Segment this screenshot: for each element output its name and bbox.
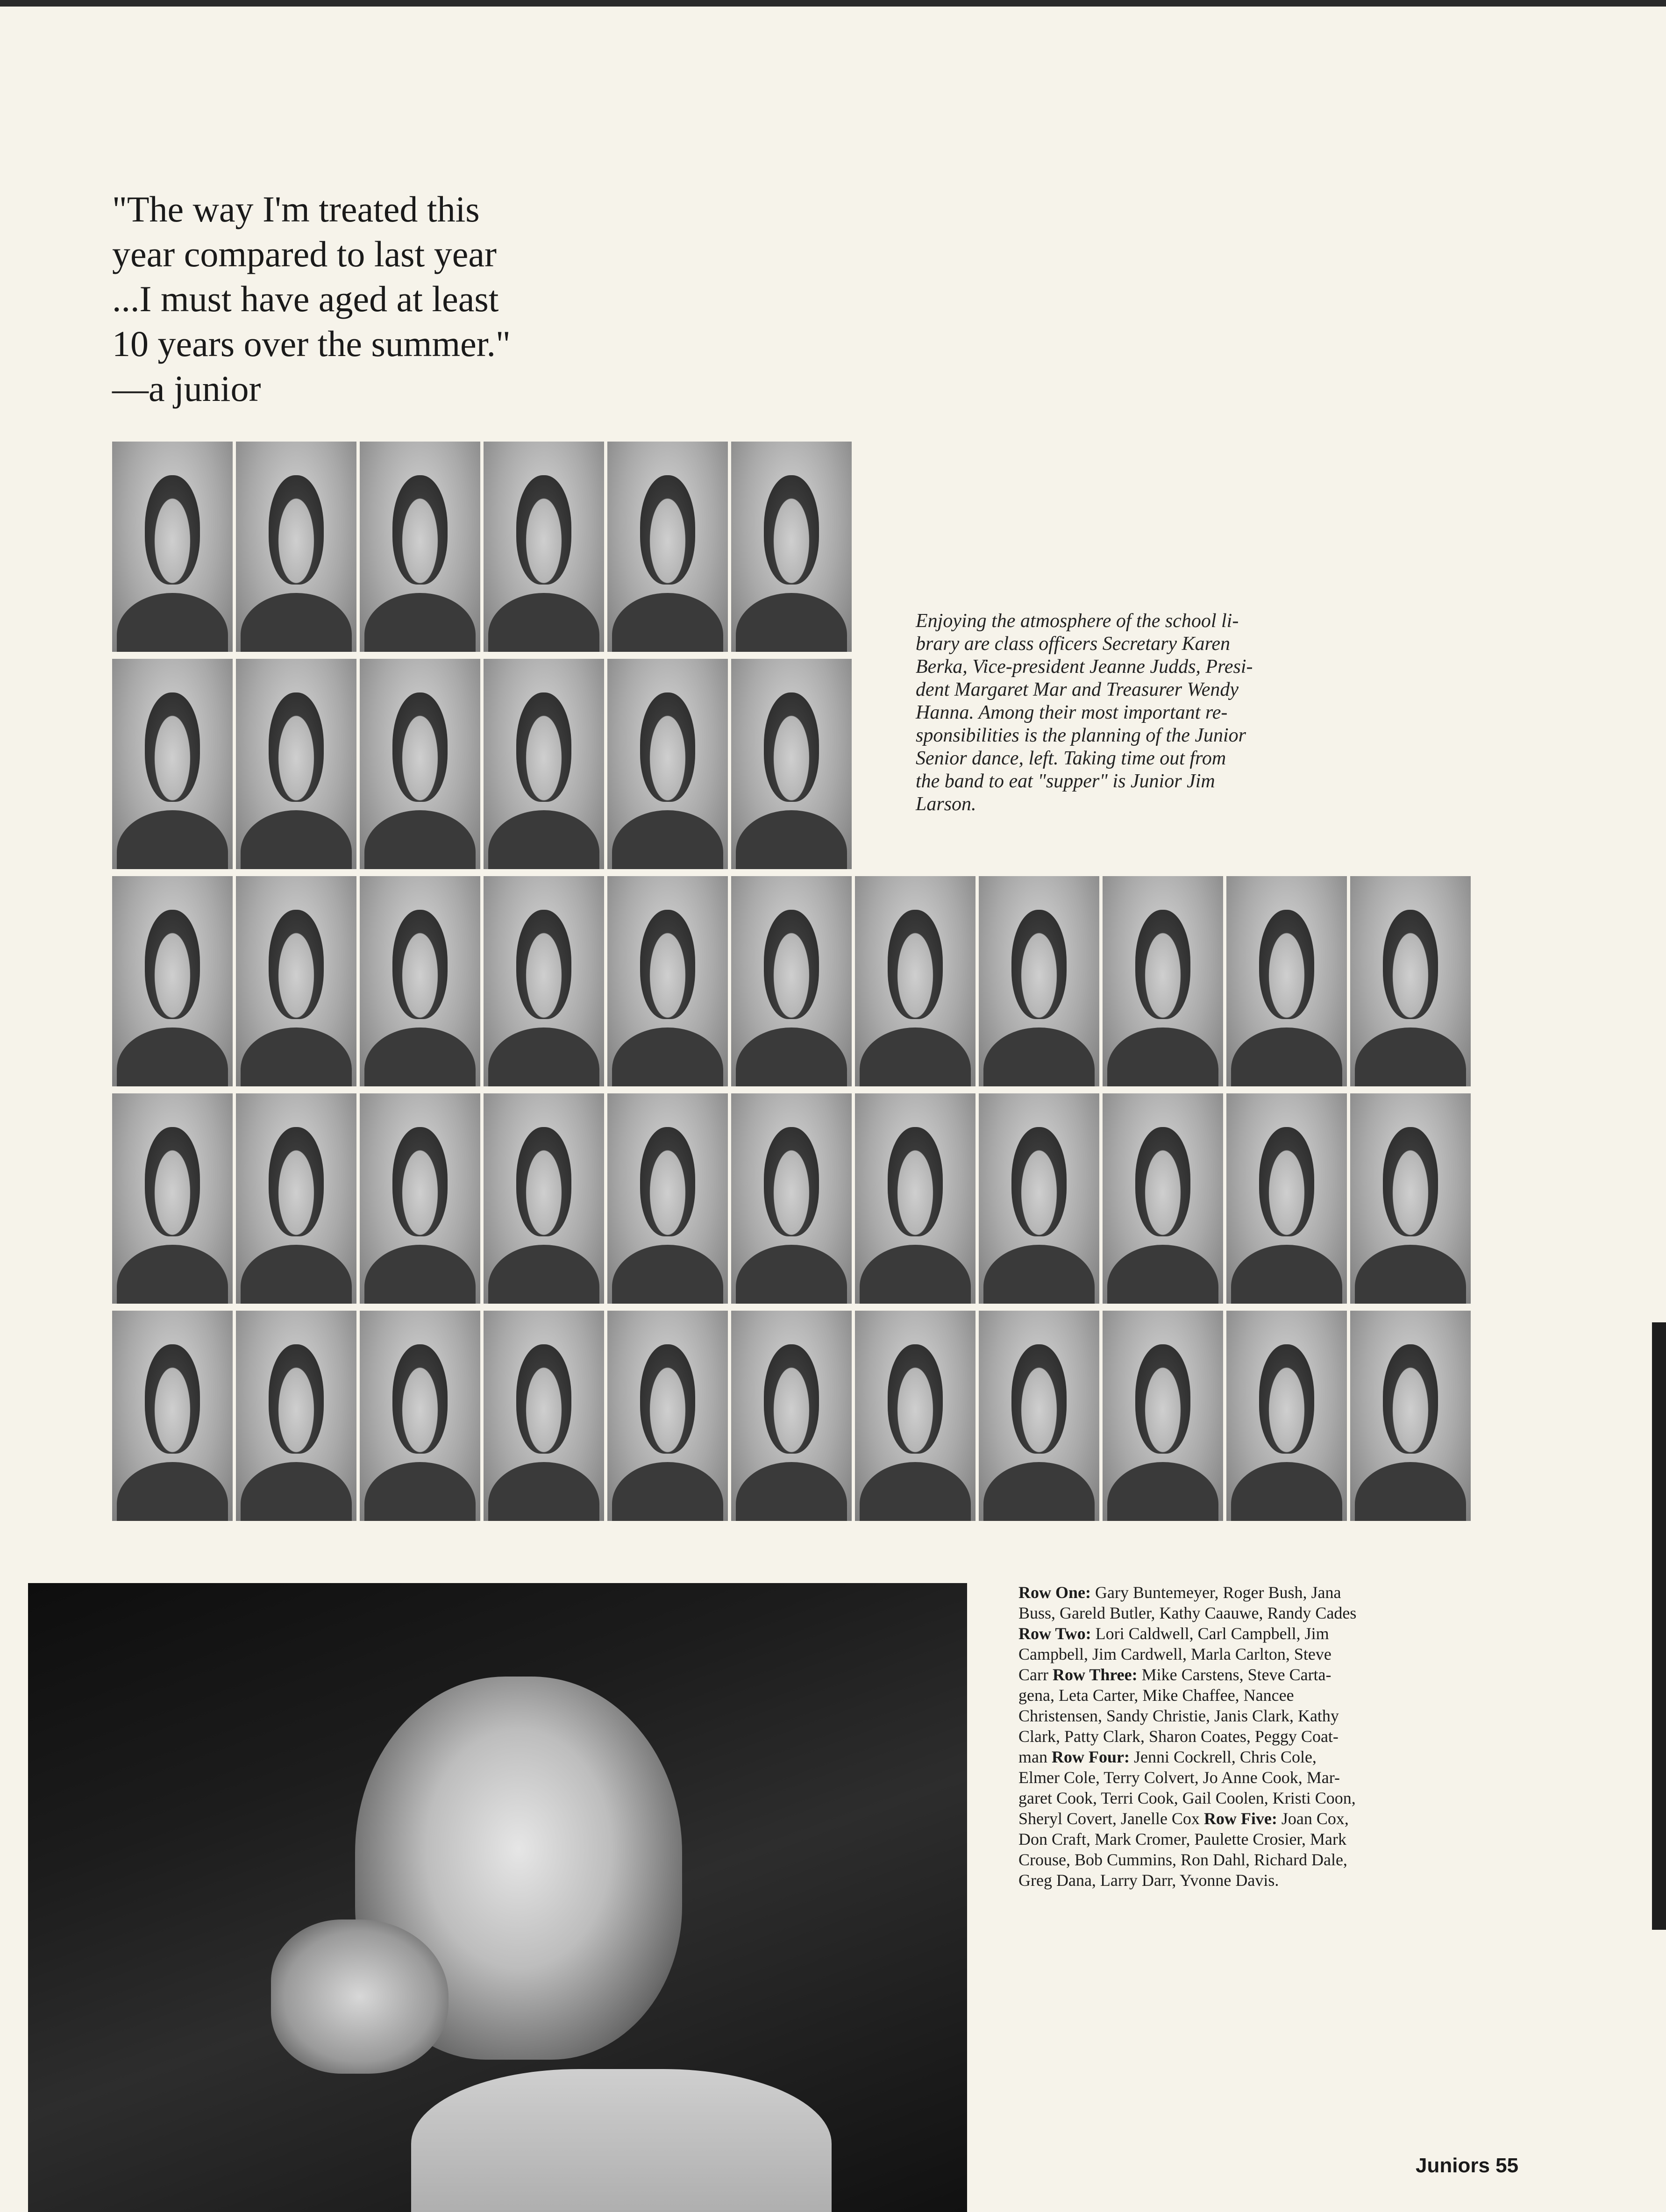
name-line: Clark, Patty Clark, Sharon Coates, Peggy Coat- (1018, 1727, 1338, 1746)
student-portrait (112, 659, 233, 869)
student-portrait (855, 1311, 975, 1521)
portrait-shoulders (736, 1245, 847, 1304)
portrait-head (145, 1127, 200, 1236)
portrait-head (269, 1127, 324, 1236)
portrait-head (640, 1344, 696, 1454)
portrait-shoulders (117, 1462, 228, 1521)
student-portrait (607, 659, 728, 869)
name-line: Row Two: Lori Caldwell, Carl Campbell, Jim (1018, 1624, 1329, 1643)
portrait-shoulders (612, 1245, 723, 1304)
name-line: Buss, Gareld Butler, Kathy Caauwe, Randy Cades (1018, 1604, 1357, 1622)
portrait-shoulders (860, 1245, 970, 1304)
page-top-line (0, 0, 1666, 7)
student-portrait (855, 876, 975, 1086)
page-edge-shadow (1652, 1322, 1666, 1930)
caption-line: Senior dance, left. Taking time out from (916, 748, 1226, 769)
student-portrait (731, 876, 852, 1086)
student-portrait (979, 876, 1099, 1086)
student-portrait (1226, 1093, 1347, 1304)
portrait-shoulders (983, 1462, 1094, 1521)
portrait-head (640, 910, 696, 1019)
quote-line: 10 years over the summer." (112, 323, 511, 364)
student-portrait (1226, 876, 1347, 1086)
student-portrait (360, 442, 480, 652)
portrait-head (764, 475, 819, 585)
portrait-head (1383, 910, 1438, 1019)
portrait-shoulders (983, 1245, 1094, 1304)
portrait-shoulders (241, 810, 351, 869)
portrait-head (764, 692, 819, 802)
portrait-head (145, 1344, 200, 1454)
portrait-shoulders (1231, 1245, 1342, 1304)
student-portrait (236, 1093, 356, 1304)
student-portrait (1350, 1311, 1471, 1521)
portrait-shoulders (488, 1462, 599, 1521)
portrait-shoulders (241, 1462, 351, 1521)
portrait-shoulders (860, 1462, 970, 1521)
portrait-head (516, 1127, 572, 1236)
portrait-shoulders (364, 1245, 475, 1304)
portrait-shoulders (612, 810, 723, 869)
caption-line: dent Margaret Mar and Treasurer Wendy (916, 679, 1239, 700)
photo-caption (916, 610, 1336, 816)
portrait-shoulders (860, 1028, 970, 1086)
portrait-shoulders (612, 1028, 723, 1086)
student-portrait (112, 1093, 233, 1304)
portrait-shoulders (117, 1245, 228, 1304)
photo-hand (271, 1919, 449, 2074)
portrait-shoulders (117, 593, 228, 652)
portrait-head (1011, 910, 1067, 1019)
pull-quote (112, 187, 579, 411)
student-portrait (236, 876, 356, 1086)
student-portrait (360, 659, 480, 869)
student-portrait (731, 659, 852, 869)
portrait-head (392, 475, 448, 585)
portrait-shoulders (1355, 1462, 1466, 1521)
portrait-shoulders (736, 593, 847, 652)
portrait-head (516, 1344, 572, 1454)
name-line: Crouse, Bob Cummins, Ron Dahl, Richard Dale, (1018, 1850, 1347, 1869)
caption-line: brary are class officers Secretary Karen (916, 633, 1231, 655)
portrait-head (1011, 1127, 1067, 1236)
student-portrait (236, 1311, 356, 1521)
portrait-head (269, 910, 324, 1019)
student-portrait (731, 1093, 852, 1304)
portrait-shoulders (364, 1028, 475, 1086)
student-portrait (112, 1311, 233, 1521)
row-label: Row Four: (1051, 1748, 1130, 1766)
portrait-head (640, 1127, 696, 1236)
student-portrait (1226, 1311, 1347, 1521)
portrait-shoulders (117, 1028, 228, 1086)
name-line: Campbell, Jim Cardwell, Marla Carlton, Steve (1018, 1645, 1331, 1663)
caption-line: the band to eat "supper" is Junior Jim (916, 771, 1215, 792)
student-portrait (360, 1311, 480, 1521)
name-list (1018, 1582, 1425, 1891)
portrait-head (764, 910, 819, 1019)
student-portrait (484, 659, 604, 869)
portrait-shoulders (1107, 1028, 1218, 1086)
portrait-head (1259, 1127, 1315, 1236)
name-line: gena, Leta Carter, Mike Chaffee, Nancee (1018, 1686, 1294, 1705)
portrait-shoulders (1355, 1245, 1466, 1304)
page-footer (1416, 2154, 1518, 2177)
student-portrait (979, 1093, 1099, 1304)
portrait-head (1011, 1344, 1067, 1454)
caption-line: Hanna. Among their most important re- (916, 702, 1228, 723)
portrait-head (269, 692, 324, 802)
student-portrait (484, 442, 604, 652)
portrait-head (1135, 1127, 1191, 1236)
portrait-shoulders (612, 593, 723, 652)
caption-line: Larson. (916, 793, 976, 815)
portrait-head (516, 910, 572, 1019)
portrait-shoulders (983, 1028, 1094, 1086)
name-line: Don Craft, Mark Cromer, Paulette Crosier, Mark (1018, 1830, 1346, 1848)
name-line: Sheryl Covert, Janelle Cox Row Five: Joan Cox, (1018, 1809, 1349, 1828)
portrait-shoulders (364, 1462, 475, 1521)
section-name: Juniors (1416, 2154, 1490, 2177)
quote-line: year compared to last year (112, 234, 497, 274)
name-line: Greg Dana, Larry Darr, Yvonne Davis. (1018, 1871, 1279, 1890)
portrait-shoulders (241, 1028, 351, 1086)
portrait-head (145, 692, 200, 802)
row-label: Row Three: (1052, 1665, 1138, 1684)
student-portrait (112, 442, 233, 652)
portrait-shoulders (1231, 1462, 1342, 1521)
portrait-head (145, 475, 200, 585)
portrait-shoulders (612, 1462, 723, 1521)
student-portrait (1103, 876, 1223, 1086)
student-portrait (236, 659, 356, 869)
row-label: Row One: (1018, 1583, 1091, 1602)
page-number: 55 (1495, 2154, 1519, 2177)
band-student-photo (28, 1583, 967, 2212)
student-portrait (855, 1093, 975, 1304)
row-label: Row Two: (1018, 1624, 1091, 1643)
portrait-shoulders (488, 593, 599, 652)
portrait-shoulders (1231, 1028, 1342, 1086)
portrait-head (1135, 1344, 1191, 1454)
portrait-shoulders (488, 810, 599, 869)
student-portrait (1103, 1093, 1223, 1304)
student-portrait (236, 442, 356, 652)
portrait-head (145, 910, 200, 1019)
student-portrait (731, 1311, 852, 1521)
portrait-shoulders (1107, 1245, 1218, 1304)
name-line: garet Cook, Terri Cook, Gail Coolen, Kristi Coon, (1018, 1789, 1356, 1807)
portrait-head (516, 475, 572, 585)
student-portrait (484, 1093, 604, 1304)
student-portrait (607, 1093, 728, 1304)
portrait-head (1135, 910, 1191, 1019)
caption-line: Enjoying the atmosphere of the school li- (916, 610, 1239, 632)
student-portrait (1350, 1093, 1471, 1304)
portrait-shoulders (364, 593, 475, 652)
name-line: Carr Row Three: Mike Carstens, Steve Carta- (1018, 1665, 1331, 1684)
student-portrait (1103, 1311, 1223, 1521)
portrait-shoulders (1107, 1462, 1218, 1521)
portrait-head (269, 475, 324, 585)
student-portrait (360, 1093, 480, 1304)
student-portrait (607, 1311, 728, 1521)
quote-line: "The way I'm treated this (112, 189, 480, 229)
student-portrait (979, 1311, 1099, 1521)
name-line: Row One: Gary Buntemeyer, Roger Bush, Jana (1018, 1583, 1341, 1602)
student-portrait (484, 876, 604, 1086)
portrait-head (1259, 1344, 1315, 1454)
quote-line: ...I must have aged at least (112, 278, 499, 319)
portrait-shoulders (1355, 1028, 1466, 1086)
portrait-shoulders (736, 1028, 847, 1086)
portrait-head (269, 1344, 324, 1454)
caption-line: sponsibilities is the planning of the Junior (916, 725, 1246, 746)
quote-attribution: —a junior (112, 368, 261, 409)
portrait-shoulders (364, 810, 475, 869)
portrait-head (1383, 1344, 1438, 1454)
photo-band-vest (411, 2069, 832, 2212)
student-portrait (112, 876, 233, 1086)
portrait-head (1383, 1127, 1438, 1236)
portrait-head (764, 1127, 819, 1236)
row-label: Row Five: (1203, 1809, 1277, 1828)
portrait-head (888, 1127, 943, 1236)
caption-line: Berka, Vice-president Jeanne Judds, Presi- (916, 656, 1253, 678)
name-line: man Row Four: Jenni Cockrell, Chris Cole, (1018, 1748, 1317, 1766)
portrait-shoulders (117, 810, 228, 869)
portrait-shoulders (241, 593, 351, 652)
portrait-head (640, 475, 696, 585)
student-portrait (607, 876, 728, 1086)
student-portrait (484, 1311, 604, 1521)
student-portrait (731, 442, 852, 652)
portrait-head (1259, 910, 1315, 1019)
portrait-shoulders (241, 1245, 351, 1304)
portrait-shoulders (488, 1245, 599, 1304)
portrait-head (640, 692, 696, 802)
portrait-head (392, 1344, 448, 1454)
name-line: Christensen, Sandy Christie, Janis Clark, Kathy (1018, 1706, 1339, 1725)
portrait-head (392, 1127, 448, 1236)
portrait-shoulders (736, 810, 847, 869)
portrait-head (764, 1344, 819, 1454)
portrait-head (392, 692, 448, 802)
portrait-head (888, 1344, 943, 1454)
student-portrait (1350, 876, 1471, 1086)
student-portrait (360, 876, 480, 1086)
portrait-shoulders (488, 1028, 599, 1086)
name-line: Elmer Cole, Terry Colvert, Jo Anne Cook, Mar- (1018, 1768, 1340, 1787)
portrait-head (516, 692, 572, 802)
portrait-head (888, 910, 943, 1019)
portrait-shoulders (736, 1462, 847, 1521)
portrait-head (392, 910, 448, 1019)
student-portrait (607, 442, 728, 652)
